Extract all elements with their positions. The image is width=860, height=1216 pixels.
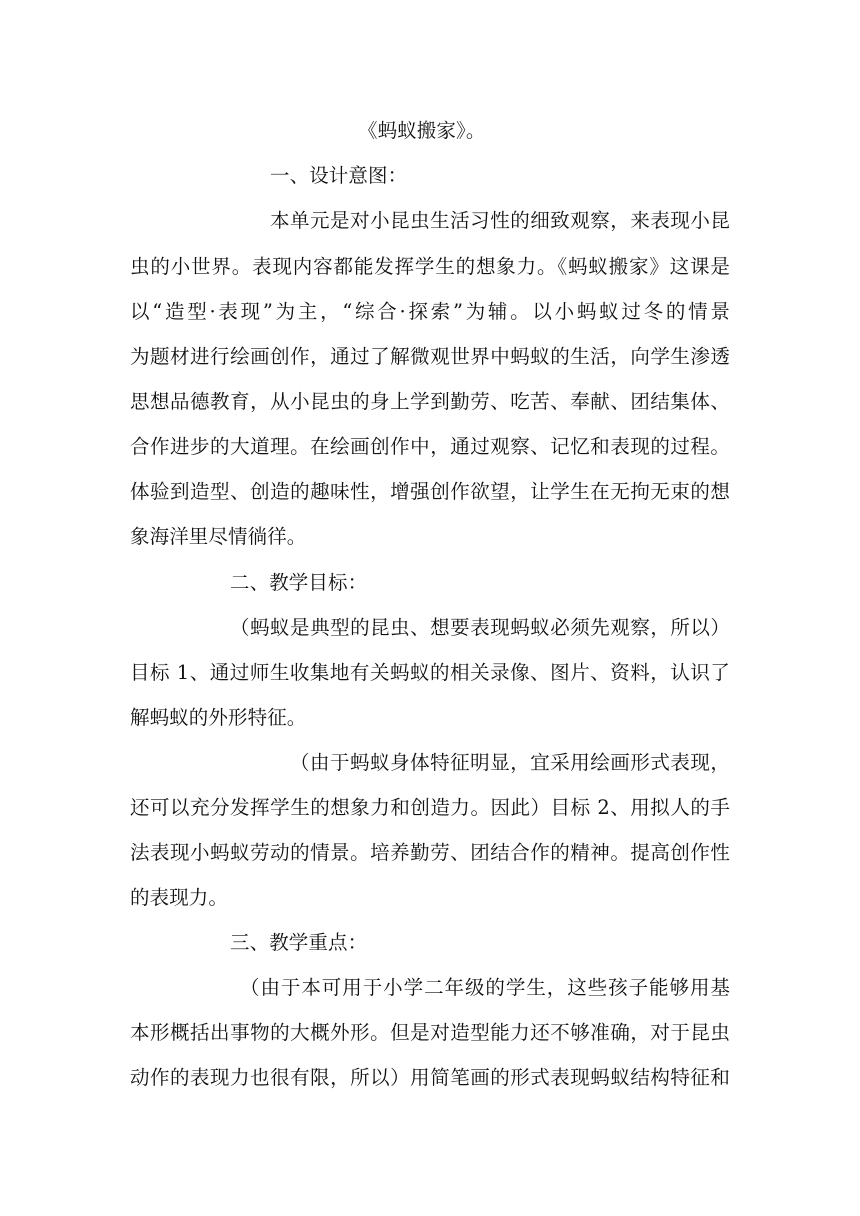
- paragraph-line: （由于蚂蚁身体特征明显，宜采用绘画形式表现，: [290, 751, 730, 774]
- paragraph-line: 象海洋里尽情徜徉。: [130, 525, 307, 548]
- paragraph-line: 本单元是对小昆虫生活习性的细致观察，来表现小昆: [270, 209, 730, 232]
- paragraph-line: 体验到造型、创造的趣味性，增强创作欲望，让学生在无拘无束的想: [130, 480, 730, 503]
- paragraph-line: 动作的表现力也很有限，所以）用简笔画的形式表现蚂蚁结构特征和: [130, 1066, 730, 1089]
- paragraph-line: 本形概括出事物的大概外形。但是对造型能力还不够准确，对于昆虫: [130, 1021, 730, 1044]
- paragraph-line: 以“造型·表现”为主，“综合·探索”为辅。以小蚂蚁过冬的情景: [130, 300, 730, 323]
- paragraph-line: 的表现力。: [130, 886, 229, 909]
- document-title: 《蚂蚁搬家》。: [358, 119, 486, 142]
- section-heading-teaching-focus: 三、教学重点：: [230, 931, 368, 954]
- paragraph-line: 思想品德教育，从小昆虫的身上学到勤劳、吃苦、奉献、团结集体、: [130, 390, 730, 413]
- paragraph-line: 为题材进行绘画创作，通过了解微观世界中蚂蚁的生活，向学生渗透: [130, 345, 730, 368]
- section-heading-design-intent: 一、设计意图：: [270, 164, 408, 187]
- paragraph-line: 还可以充分发挥学生的想象力和创造力。因此）目标 2、用拟人的手: [130, 796, 730, 819]
- paragraph-line: 法表现小蚂蚁劳动的情景。培养勤劳、团结合作的精神。提高创作性: [130, 841, 730, 864]
- paragraph-line: 解蚂蚁的外形特征。: [130, 706, 307, 729]
- paragraph-line: 合作进步的大道理。在绘画创作中，通过观察、记忆和表现的过程。: [130, 435, 730, 458]
- paragraph-line: （由于本可用于小学二年级的学生，这些孩子能够用基: [240, 976, 730, 999]
- paragraph-line: 虫的小世界。表现内容都能发挥学生的想象力。《蚂蚁搬家》这课是: [130, 255, 730, 278]
- paragraph-line: （蚂蚁是典型的昆虫、想要表现蚂蚁必须先观察，所以）: [230, 616, 730, 639]
- section-heading-teaching-goals: 二、教学目标：: [230, 571, 368, 594]
- paragraph-line: 目标 1、通过师生收集地有关蚂蚁的相关录像、图片、资料，认识了: [130, 661, 730, 684]
